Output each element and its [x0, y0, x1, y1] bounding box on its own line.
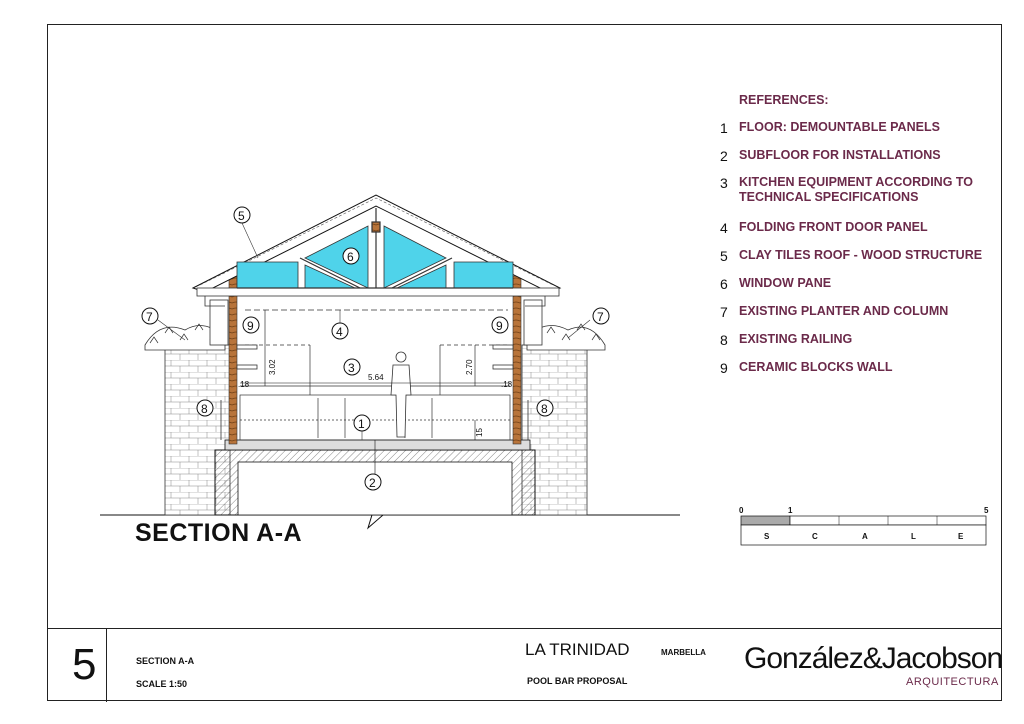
dim-height-right: 2.70 — [465, 359, 474, 375]
planters — [145, 300, 605, 350]
drawing-name: SECTION A-A — [136, 656, 195, 666]
section-title: SECTION A-A — [135, 519, 303, 547]
svg-text:1: 1 — [358, 417, 365, 431]
drawing-scale: SCALE 1:50 — [136, 679, 188, 689]
svg-text:6: 6 — [347, 250, 354, 264]
dim-wall-left: .18 — [238, 380, 250, 389]
marker-1 — [354, 415, 370, 431]
marker-8-left — [197, 400, 213, 416]
marker-9-right — [492, 317, 508, 333]
marker-6 — [343, 248, 359, 264]
scale-letter: C — [812, 532, 818, 541]
svg-text:8: 8 — [201, 402, 208, 416]
firm-logo-subtitle: ARQUITECTURA — [906, 676, 999, 688]
scale-letter: E — [958, 532, 964, 541]
marker-7-right — [593, 308, 609, 324]
marker-5 — [234, 207, 250, 223]
svg-text:7: 7 — [597, 310, 604, 324]
marker-9-left — [243, 317, 259, 333]
scale-letter: A — [862, 532, 868, 541]
svg-text:9: 9 — [247, 319, 254, 333]
svg-text:8: 8 — [541, 402, 548, 416]
window-panes — [237, 226, 513, 288]
scale-letter: S — [764, 532, 770, 541]
svg-text:7: 7 — [146, 310, 153, 324]
sheet-number: 5 — [72, 640, 97, 689]
project-subtitle: POOL BAR PROPOSAL — [527, 676, 628, 686]
scale-end: 5 — [984, 506, 989, 515]
svg-text:9: 9 — [496, 319, 503, 333]
marker-3 — [344, 359, 360, 375]
marker-4 — [332, 323, 348, 339]
dim-wall-right: .18 — [501, 380, 513, 389]
scale-start: 0 — [739, 506, 744, 515]
svg-text:5: 5 — [238, 209, 245, 223]
project-city: MARBELLA — [661, 648, 706, 657]
references-title: REFERENCES: — [739, 93, 829, 107]
firm-logo: González&Jacobson — [744, 642, 1003, 675]
scale-mid: 1 — [788, 506, 793, 515]
svg-text:4: 4 — [336, 325, 343, 339]
scale-letter: L — [911, 532, 916, 541]
human-scale-figure — [391, 352, 411, 437]
marker-2 — [365, 474, 381, 490]
svg-text:3: 3 — [348, 361, 355, 375]
svg-text:2: 2 — [369, 476, 376, 490]
dim-height-left: 3.02 — [268, 359, 277, 375]
marker-7-left — [142, 308, 158, 324]
project-name: LA TRINIDAD — [525, 640, 630, 659]
dim-floor: 15 — [475, 428, 484, 437]
marker-8-right — [537, 400, 553, 416]
dim-width: 5.64 — [368, 373, 384, 382]
